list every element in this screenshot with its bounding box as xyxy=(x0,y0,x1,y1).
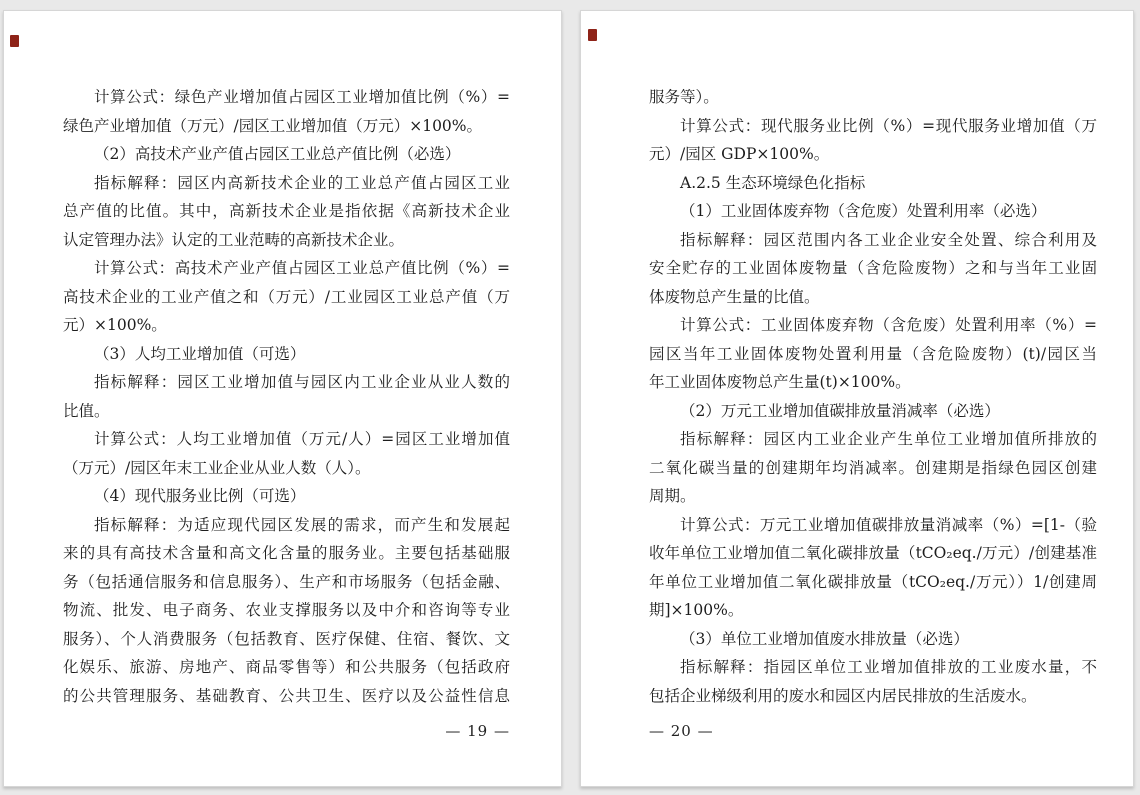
text-line: 包括企业梯级利用的废水和园区内居民排放的生活废水。 xyxy=(649,686,1037,705)
text-line: （1）工业固体废弃物（含危废）处置利用率（必选） xyxy=(680,202,1047,220)
text-line: 指标解释：园区内高新技术企业的工业总产值占园区工业 xyxy=(94,173,510,192)
text-line: 年工业固体废物总产生量(t)×100%。 xyxy=(649,373,911,391)
text-line: 计算公式：万元工业增加值碳排放量消减率（%）=[1-（验 xyxy=(680,515,1097,534)
text-line: 年单位工业增加值二氧化碳排放量（tCO₂eq./万元））1/创建周 xyxy=(649,572,1097,591)
red-mark-icon xyxy=(10,35,19,47)
page-number-20: — 20 — xyxy=(649,722,714,740)
text-line: 服务等）。 xyxy=(649,88,719,106)
text-line: 元）×100%。 xyxy=(63,316,167,334)
text-line: （3）人均工业增加值（可选） xyxy=(94,344,306,363)
page-20 xyxy=(580,10,1134,787)
text-line: 体废物总产生量的比值。 xyxy=(649,287,820,306)
text-line: 期]×100%。 xyxy=(649,601,744,619)
text-line: 计算公式：现代服务业比例（%）=现代服务业增加值（万 xyxy=(680,116,1097,135)
text-line: （2）高技术产业产值占园区工业总产值比例（必选） xyxy=(94,145,461,163)
text-line: 收年单位工业增加值二氧化碳排放量（tCO₂eq./万元）/创建基准 xyxy=(649,544,1097,562)
text-line: 元）/园区 GDP×100%。 xyxy=(649,145,830,163)
page-19 xyxy=(3,10,562,787)
red-mark-icon xyxy=(588,29,597,41)
text-line: （4）现代服务业比例（可选） xyxy=(94,487,306,505)
text-line: 计算公式：高技术产业产值占园区工业总产值比例（%）= xyxy=(94,259,510,277)
text-line: 服务）、个人消费服务（包括教育、医疗保健、住宿、餐饮、文 xyxy=(63,629,510,648)
text-line: （万元）/园区年末工业企业从业人数（人）。 xyxy=(63,458,371,477)
text-line: 指标解释：园区内工业企业产生单位工业增加值所排放的 xyxy=(680,430,1097,448)
text-line: 园区当年工业固体废物处置利用量（含危险废物）(t)/园区当 xyxy=(649,344,1097,363)
page-number-19: — 19 — xyxy=(445,722,510,740)
text-line: 周期。 xyxy=(649,487,696,505)
page-20-text xyxy=(649,83,1097,746)
text-line: 指标解释：为适应现代园区发展的需求，而产生和发展起 xyxy=(94,515,510,534)
text-line: （3）单位工业增加值废水排放量（必选） xyxy=(680,629,969,648)
page-19-text xyxy=(63,83,510,746)
text-line: 认定管理办法》认定的工业范畴的高新技术企业。 xyxy=(63,230,405,249)
text-line: 物流、批发、电子商务、农业支撑服务以及中介和咨询等专业 xyxy=(63,601,510,619)
text-line: 指标解释：园区工业增加值与园区内工业企业从业人数的 xyxy=(94,373,510,391)
text-line: 的公共管理服务、基础教育、公共卫生、医疗以及公益性信息 xyxy=(63,686,510,705)
text-line: 计算公式：人均工业增加值（万元/人）=园区工业增加值 xyxy=(94,430,510,448)
text-line: 指标解释：指园区单位工业增加值排放的工业废水量，不 xyxy=(680,658,1097,676)
text-line: 指标解释：园区范围内各工业企业安全处置、综合利用及 xyxy=(680,230,1097,249)
text-line: 高技术企业的工业产值之和（万元）/工业园区工业总产值（万 xyxy=(63,287,510,306)
text-line: （2）万元工业增加值碳排放量消减率（必选） xyxy=(680,401,1000,420)
text-line: 化娱乐、旅游、房地产、商品零售等）和公共服务（包括政府 xyxy=(63,658,510,676)
text-line: 计算公式：工业固体废弃物（含危废）处置利用率（%）= xyxy=(680,316,1097,334)
text-line: A.2.5 生态环境绿色化指标 xyxy=(680,173,866,192)
text-line: 务（包括通信服务和信息服务）、生产和市场服务（包括金融、 xyxy=(63,572,510,591)
text-line: 计算公式：绿色产业增加值占园区工业增加值比例（%）= xyxy=(94,88,510,106)
text-line: 比值。 xyxy=(63,401,110,420)
text-line: 安全贮存的工业固体废物量（含危险废物）之和与当年工业固 xyxy=(649,259,1097,277)
page-19-lines xyxy=(63,83,510,710)
text-line: 总产值的比值。其中，高新技术企业是指依据《高新技术企业 xyxy=(63,202,510,220)
page-20-lines xyxy=(649,83,1097,710)
text-line: 绿色产业增加值（万元）/园区工业增加值（万元）×100%。 xyxy=(63,116,483,135)
text-line: 二氧化碳当量的创建期年均消减率。创建期是指绿色园区创建 xyxy=(649,458,1097,477)
text-line: 来的具有高技术含量和高文化含量的服务业。主要包括基础服 xyxy=(63,544,510,562)
